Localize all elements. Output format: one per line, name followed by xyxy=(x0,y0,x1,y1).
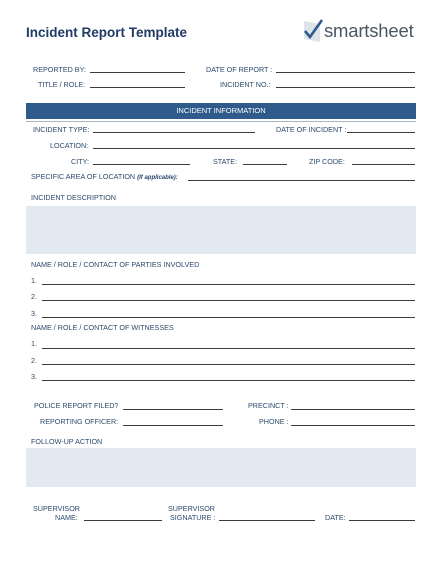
supervisor-name-label-line1: SUPERVISOR xyxy=(33,504,80,513)
date-of-incident-label: DATE OF INCIDENT : xyxy=(276,125,347,134)
witness-row-field[interactable] xyxy=(42,380,415,381)
date-of-incident-field[interactable] xyxy=(347,132,415,133)
reported-by-field[interactable] xyxy=(90,72,185,73)
parties-row-field[interactable] xyxy=(42,300,415,301)
zip-code-field[interactable] xyxy=(352,164,415,165)
specific-area-text: SPECIFIC AREA OF LOCATION xyxy=(31,172,136,181)
supervisor-signature-label-line1: SUPERVISOR xyxy=(168,504,215,513)
page-title: Incident Report Template xyxy=(26,25,188,40)
parties-row-number: 3. xyxy=(31,309,37,318)
precinct-label: PRECINCT : xyxy=(248,401,289,410)
if-applicable-text: (If applicable): xyxy=(137,175,178,181)
witness-row-number: 3. xyxy=(31,372,37,381)
reported-by-label: REPORTED BY: xyxy=(33,65,86,74)
parties-row-field[interactable] xyxy=(42,317,415,318)
incident-type-label: INCIDENT TYPE: xyxy=(33,125,90,134)
witnesses-label: NAME / ROLE / CONTACT OF WITNESSES xyxy=(31,323,174,332)
date-label: DATE: xyxy=(325,513,346,522)
incident-type-field[interactable] xyxy=(93,132,255,133)
reporting-officer-label: REPORTING OFFICER: xyxy=(40,417,119,426)
location-label: LOCATION: xyxy=(50,141,89,150)
incident-no-field[interactable] xyxy=(276,87,415,88)
parties-row-number: 2. xyxy=(31,292,37,301)
smartsheet-logo xyxy=(302,18,417,46)
date-of-report-field[interactable] xyxy=(276,72,415,73)
follow-up-action-label: FOLLOW-UP ACTION xyxy=(31,437,103,446)
witness-row-field[interactable] xyxy=(42,364,415,365)
precinct-field[interactable] xyxy=(291,409,415,410)
follow-up-action-box[interactable] xyxy=(26,448,416,487)
date-of-report-label: DATE OF REPORT : xyxy=(206,65,273,74)
checkmark-logo-icon xyxy=(302,18,324,44)
supervisor-signature-label-line2: SIGNATURE : xyxy=(170,513,216,522)
city-field[interactable] xyxy=(93,164,190,165)
location-field[interactable] xyxy=(93,148,415,149)
zip-code-label: ZIP CODE: xyxy=(309,157,345,166)
witness-row-field[interactable] xyxy=(42,348,415,349)
supervisor-signature-field[interactable] xyxy=(219,520,315,521)
section-divider xyxy=(26,121,416,122)
supervisor-name-label-line2: NAME: xyxy=(55,513,78,522)
phone-field[interactable] xyxy=(291,425,415,426)
logo-text: smartsheet xyxy=(324,20,414,41)
date-field[interactable] xyxy=(349,520,415,521)
specific-area-label xyxy=(31,172,178,181)
state-field[interactable] xyxy=(243,164,287,165)
parties-row-field[interactable] xyxy=(42,284,415,285)
witness-row-number: 1. xyxy=(31,339,37,348)
state-label: STATE: xyxy=(213,157,238,166)
title-role-label: TITLE / ROLE: xyxy=(38,80,86,89)
title-role-field[interactable] xyxy=(90,87,185,88)
police-report-filed-field[interactable] xyxy=(123,409,223,410)
witness-row-number: 2. xyxy=(31,356,37,365)
reporting-officer-field[interactable] xyxy=(123,425,223,426)
phone-label: PHONE : xyxy=(259,417,289,426)
parties-row-number: 1. xyxy=(31,276,37,285)
specific-area-field[interactable] xyxy=(188,180,415,181)
incident-description-label: INCIDENT DESCRIPTION xyxy=(31,193,116,202)
supervisor-name-field[interactable] xyxy=(84,520,162,521)
incident-information-header: INCIDENT INFORMATION xyxy=(26,103,416,119)
city-label: CITY: xyxy=(71,157,89,166)
incident-description-box[interactable] xyxy=(26,206,416,254)
incident-no-label: INCIDENT NO.: xyxy=(220,80,271,89)
parties-involved-label: NAME / ROLE / CONTACT OF PARTIES INVOLVED xyxy=(31,260,200,269)
police-report-filed-label: POLICE REPORT FILED? xyxy=(34,401,119,410)
